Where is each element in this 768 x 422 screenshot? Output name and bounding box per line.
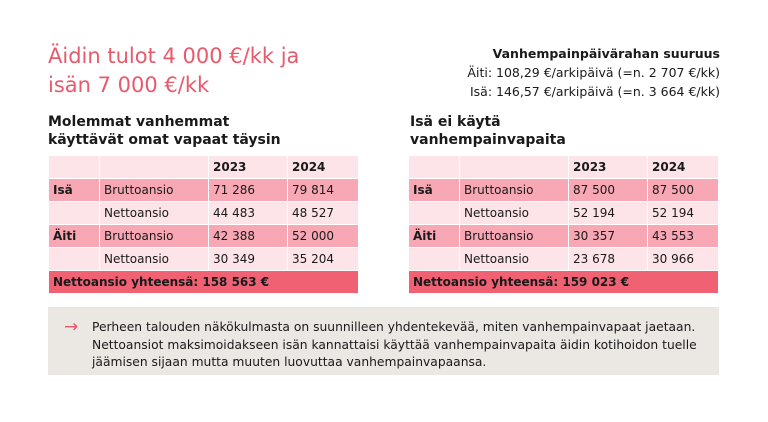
header-empty-cell: [49, 156, 100, 179]
header-year: 2023: [209, 156, 288, 179]
total-row: [409, 271, 719, 294]
value-cell: 44 483: [209, 202, 288, 225]
header-year: 2023: [569, 156, 648, 179]
allowance-info: [467, 44, 720, 101]
table-row: [409, 179, 719, 202]
table2-heading: Isä ei käytä vanhempainvapaita: [410, 114, 566, 148]
value-cell: 52 194: [648, 202, 719, 225]
value-cell: 30 357: [569, 225, 648, 248]
table-row: [409, 225, 719, 248]
person-cell: [49, 248, 100, 271]
person-cell: Isä: [49, 179, 100, 202]
person-cell: [409, 202, 460, 225]
table-row: [409, 248, 719, 271]
income-table-both-parents: [48, 155, 359, 294]
note-text: Perheen talouden näkökulmasta on suunnilleen yhdentekevää, miten vanhempainvapaat jaetaan. Nettoansiot maksimoidakseen isän kannattaisi käyttää vanhempainvapaita äidin kotihoidon tuelle jäämisen sijaan mutta muuten luovuttaa vanhempainvapaansa.: [92, 320, 697, 369]
value-cell: 71 286: [209, 179, 288, 202]
table-header-row: [409, 156, 719, 179]
label-cell: Nettoansio: [100, 202, 209, 225]
label-cell: Bruttoansio: [460, 179, 569, 202]
table-row: [49, 179, 359, 202]
value-cell: 43 553: [648, 225, 719, 248]
label-cell: Bruttoansio: [460, 225, 569, 248]
value-cell: 87 500: [648, 179, 719, 202]
value-cell: 52 000: [288, 225, 359, 248]
table-row: [409, 202, 719, 225]
value-cell: 52 194: [569, 202, 648, 225]
note-box: [48, 307, 719, 375]
header-year: 2024: [288, 156, 359, 179]
label-cell: Bruttoansio: [100, 225, 209, 248]
label-cell: Nettoansio: [460, 202, 569, 225]
value-cell: 79 814: [288, 179, 359, 202]
table-row: [49, 202, 359, 225]
table1-heading: Molemmat vanhemmat käyttävät omat vapaat täysin: [48, 114, 281, 148]
value-cell: 42 388: [209, 225, 288, 248]
value-cell: 48 527: [288, 202, 359, 225]
person-cell: Äiti: [409, 225, 460, 248]
header-empty-cell: [460, 156, 569, 179]
label-cell: Nettoansio: [460, 248, 569, 271]
value-cell: 35 204: [288, 248, 359, 271]
label-cell: Bruttoansio: [100, 179, 209, 202]
income-table-father-no-leave: [408, 155, 719, 294]
person-cell: Isä: [409, 179, 460, 202]
total-row: [49, 271, 359, 294]
net-income-total: Nettoansio yhteensä: 158 563 €: [49, 271, 359, 294]
label-cell: Nettoansio: [100, 248, 209, 271]
header-empty-cell: [409, 156, 460, 179]
person-cell: [49, 202, 100, 225]
person-cell: Äiti: [49, 225, 100, 248]
table-row: [49, 225, 359, 248]
value-cell: 30 349: [209, 248, 288, 271]
value-cell: 23 678: [569, 248, 648, 271]
person-cell: [409, 248, 460, 271]
table-row: [49, 248, 359, 271]
allowance-info-title: Vanhempainpäivärahan suuruus: [492, 46, 720, 61]
value-cell: 30 966: [648, 248, 719, 271]
table-header-row: [49, 156, 359, 179]
header-year: 2024: [648, 156, 719, 179]
allowance-info-father: Isä: 146,57 €/arkipäivä (=n. 3 664 €/kk): [469, 84, 720, 99]
page-title: Äidin tulot 4 000 €/kk ja isän 7 000 €/kk: [48, 44, 300, 97]
net-income-total: Nettoansio yhteensä: 159 023 €: [409, 271, 719, 294]
arrow-right-icon: →: [64, 317, 79, 337]
header-empty-cell: [100, 156, 209, 179]
value-cell: 87 500: [569, 179, 648, 202]
allowance-info-mother: Äiti: 108,29 €/arkipäivä (=n. 2 707 €/kk): [467, 65, 720, 80]
